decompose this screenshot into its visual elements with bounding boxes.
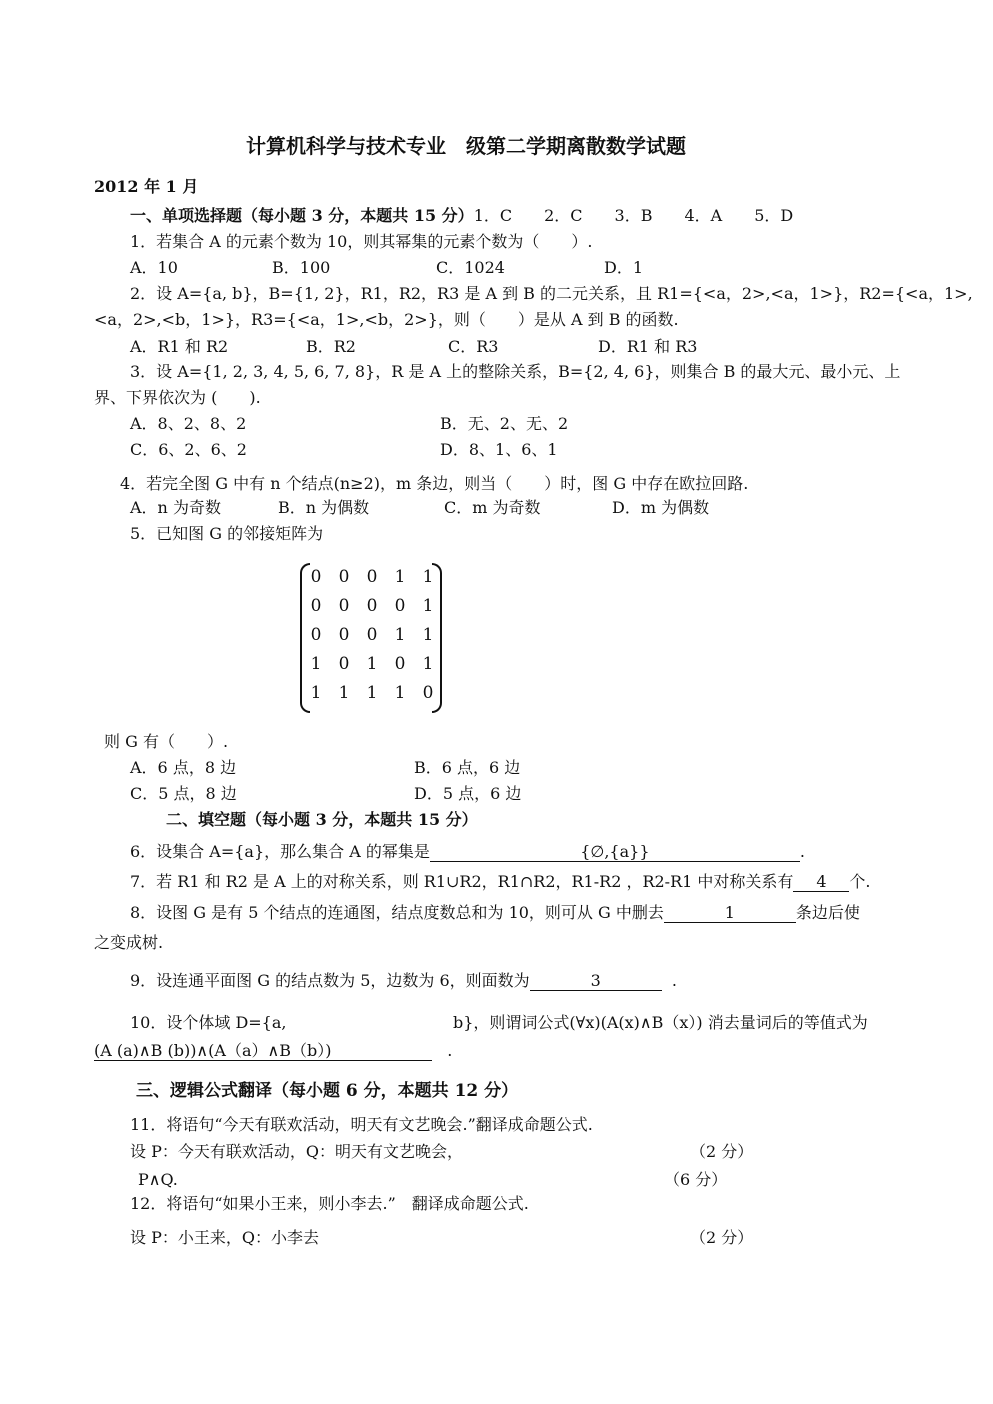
question-8 [130,903,860,923]
q4-option-c: C．m 为奇数 [444,498,541,517]
matrix-cell: 0 [366,625,378,645]
section-2-header: 二、填空题（每小题 3 分，本题共 15 分） [166,810,478,829]
q2-option-d: D．R1 和 R3 [598,337,698,356]
matrix-cell: 0 [366,596,378,616]
matrix-cell: 1 [394,683,406,703]
q6-text: 6．设集合 A={a}，那么集合 A 的幂集是 [130,842,430,861]
question-1: 1．若集合 A 的元素个数为 10，则其幂集的元素个数为（ ）. [130,232,593,251]
question-10-line-1b: b}，则谓词公式(∀x)(A(x)∧B（x）) 消去量词后的等值式为 [453,1013,868,1032]
matrix-cell: 0 [338,596,350,616]
q5-option-d: D．5 点，6 边 [414,784,522,803]
q6-end: . [799,842,805,861]
section-1-line [130,206,793,226]
question-12-score-1: （2 分） [690,1228,754,1247]
q1-option-d: D．1 [604,258,644,277]
adjacency-matrix [300,563,442,715]
q3-option-a: A．8、2、8、2 [130,414,247,433]
q4-option-d: D．m 为偶数 [612,498,710,517]
q1-option-a: A．10 [130,258,178,277]
matrix-cell: 1 [422,567,434,587]
q10-text-a: 10．设个体域 D={a, [130,1013,287,1032]
q6-answer-blank [430,843,800,862]
matrix-cell: 1 [338,683,350,703]
question-6 [130,842,805,862]
q8-answer: 1 [724,903,735,922]
question-2-line-2: <a，2>,<b，1>}，R3={<a，1>,<b，2>}，则（ ）是从 A 到 B 的函数. [94,310,679,329]
matrix-cell: 0 [310,567,322,587]
q9-answer: 3 [590,971,601,990]
q7-answer: 4 [816,872,827,891]
question-3-line-2: 界、下界依次为 ( ). [94,388,261,407]
q4-option-b: B．n 为偶数 [278,498,370,517]
question-11-line-2: 设 P：今天有联欢活动，Q：明天有文艺晚会， [130,1142,463,1161]
matrix-cell: 1 [394,625,406,645]
question-10-line-2 [94,1041,452,1061]
q6-answer: {∅,{a}} [580,842,650,861]
question-7 [130,872,871,892]
q7-text: 7．若 R1 和 R2 是 A 上的对称关系，则 R1∪R2，R1∩R2，R1-R2 ，R2-R1 中对称关系有 [130,872,794,891]
matrix-cell: 0 [422,683,434,703]
matrix-cell: 1 [310,654,322,674]
question-11-score-2: （6 分） [664,1170,728,1189]
question-9 [130,971,677,991]
matrix-cell: 0 [310,625,322,645]
matrix-cell: 1 [394,567,406,587]
matrix-cell: 1 [422,654,434,674]
question-4: 4．若完全图 G 中有 n 个结点(n≥2)，m 条边，则当（ ）时，图 G 中存在欧拉回路. [120,474,749,493]
q5-option-a: A．6 点，8 边 [130,758,237,777]
q9-end: . [671,971,677,990]
question-11: 11．将语句“今天有联欢活动，明天有文艺晚会.”翻译成命题公式. [130,1115,593,1134]
q1-option-b: B．100 [272,258,331,277]
matrix-cell: 1 [366,683,378,703]
question-12: 12．将语句“如果小王来，则小李去.” 翻译成命题公式. [130,1194,529,1213]
matrix-cell: 0 [338,654,350,674]
section-3-header: 三、逻辑公式翻译（每小题 6 分，本题共 12 分） [136,1081,519,1101]
q8-answer-blank [664,904,796,923]
q2-option-a: A．R1 和 R2 [130,337,229,356]
matrix-cell: 0 [310,596,322,616]
q3-option-c: C．6、2、6、2 [130,440,247,459]
q2-option-b: B．R2 [306,337,356,356]
q3-option-d: D．8、1、6、1 [440,440,558,459]
question-11-line-3: P∧Q. [138,1170,178,1189]
matrix-cell: 1 [422,625,434,645]
q8-end: 条边后使 [795,903,860,922]
matrix-cell: 0 [338,625,350,645]
exam-date: 2012 年 1 月 [94,177,199,196]
section-1-header: 一、单项选择题（每小题 3 分，本题共 15 分） [130,206,474,225]
q10-answer-blank [94,1042,432,1061]
question-8-line-2: 之变成树. [94,933,164,952]
q4-option-a: A．n 为奇数 [130,498,221,517]
question-5: 5．已知图 G 的邻接矩阵为 [130,524,324,543]
q7-answer-blank [793,873,849,892]
question-3-line-1: 3．设 A={1, 2, 3, 4, 5, 6, 7, 8}，R 是 A 上的整除关系，B={2, 4, 6}，则集合 B 的最大元、最小元、上 [130,362,901,381]
matrix-cell: 0 [338,567,350,587]
q10-end: . [447,1041,453,1060]
matrix-cell: 1 [366,654,378,674]
q9-text: 9．设连通平面图 G 的结点数为 5，边数为 6，则面数为 [130,971,530,990]
question-2-line-1: 2．设 A={a, b}，B={1, 2}，R1，R2，R3 是 A 到 B 的二元关系，且 R1={<a，2>,<a，1>}，R2={<a，1>, [130,284,973,303]
question-5-after: 则 G 有（ ）. [104,732,229,751]
section-1-answers: 1．C 2．C 3．B 4．A 5．D [473,206,794,225]
q3-option-b: B．无、2、无、2 [440,414,569,433]
q7-end: 个. [849,872,871,891]
q1-option-c: C．1024 [436,258,505,277]
question-10-line-1 [130,1013,287,1033]
q9-answer-blank [530,972,662,991]
matrix-cell: 1 [310,683,322,703]
q2-option-c: C．R3 [448,337,499,356]
page-title: 计算机科学与技术专业 级第二学期离散数学试题 [246,134,686,158]
question-12-line-2: 设 P：小王来，Q：小李去 [130,1228,319,1247]
q10-answer: (A (a)∧B (b))∧(A（a）∧B（b）) [94,1041,332,1060]
question-11-score-1: （2 分） [690,1142,754,1161]
matrix-cell: 1 [422,596,434,616]
q5-option-b: B．6 点，6 边 [414,758,521,777]
matrix-cell: 0 [366,567,378,587]
matrix-cell: 0 [394,654,406,674]
q5-option-c: C．5 点，8 边 [130,784,237,803]
matrix-cell: 0 [394,596,406,616]
q8-text: 8．设图 G 是有 5 个结点的连通图，结点度数总和为 10，则可从 G 中删去 [130,903,664,922]
